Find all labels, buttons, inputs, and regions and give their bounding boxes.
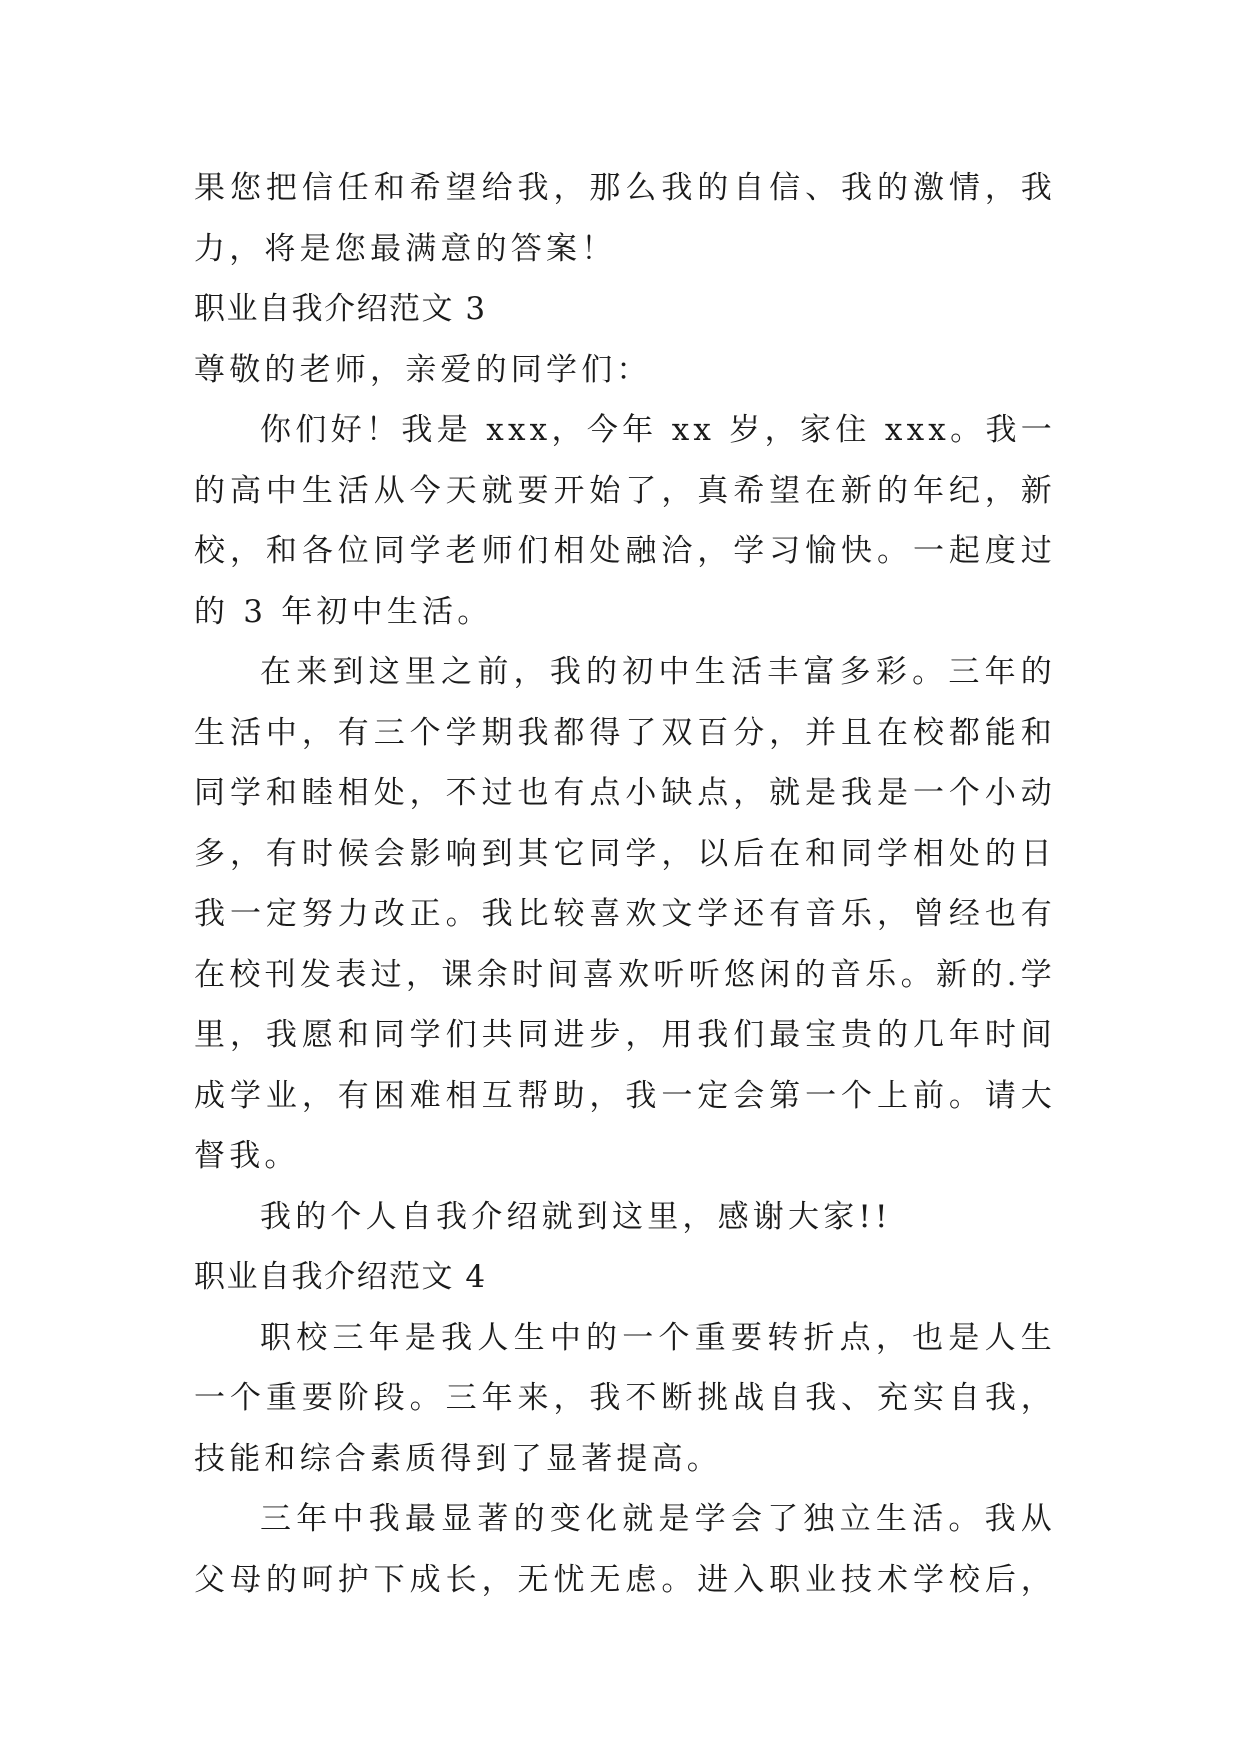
- text-line: 同学和睦相处，不过也有点小缺点，就是我是一个小动: [194, 775, 1056, 811]
- text-line: 力，将是您最满意的答案！: [194, 230, 617, 267]
- text-line: 里，我愿和同学们共同进步，用我们最宝贵的几年时间: [194, 1017, 1056, 1053]
- text-line: 我的个人自我介绍就到这里，感谢大家!!: [260, 1198, 892, 1235]
- text-line: 成学业，有困难相互帮助，我一定会第一个上前。请大: [194, 1077, 1056, 1114]
- text-line: 一个重要阶段。三年来，我不断挑战自我、充实自我，: [194, 1380, 1056, 1416]
- text-line: 在来到这里之前，我的初中生活丰富多彩。三年的: [260, 654, 1056, 690]
- text-line: 校，和各位同学老师们相处融洽，学习愉快。一起度过: [194, 533, 1056, 569]
- text-line: 你们好！我是 xxx，今年 xx 岁，家住 xxx。我一: [260, 412, 1056, 448]
- text-line: 我一定努力改正。我比较喜欢文学还有音乐，曾经也有: [194, 896, 1056, 932]
- section-heading: 职业自我介绍范文 4: [194, 1259, 487, 1295]
- text-line: 三年中我最显著的变化就是学会了独立生活。我从: [260, 1501, 1056, 1537]
- text-line: 的 3 年初中生活。: [194, 593, 493, 630]
- text-line: 果您把信任和希望给我，那么我的自信、我的激情，我: [194, 170, 1056, 206]
- document-body: [194, 158, 1056, 1610]
- text-line: 多，有时候会影响到其它同学，以后在和同学相处的日: [194, 835, 1056, 872]
- section-heading: 职业自我介绍范文 3: [194, 291, 487, 327]
- text-line: 督我。: [194, 1138, 300, 1174]
- text-line: 的高中生活从今天就要开始了，真希望在新的年纪，新: [194, 472, 1056, 509]
- text-line: 生活中，有三个学期我都得了双百分，并且在校都能和: [194, 714, 1056, 751]
- text-line: 技能和综合素质得到了显著提高。: [194, 1440, 722, 1477]
- text-line: 职校三年是我人生中的一个重要转折点，也是人生: [260, 1319, 1056, 1356]
- text-line: 在校刊发表过，课余时间喜欢听听悠闲的音乐。新的.学: [194, 956, 1056, 993]
- text-line: 父母的呵护下成长，无忧无虑。进入职业技术学校后，: [194, 1561, 1056, 1598]
- salutation-line: 尊敬的老师，亲爱的同学们：: [194, 351, 652, 388]
